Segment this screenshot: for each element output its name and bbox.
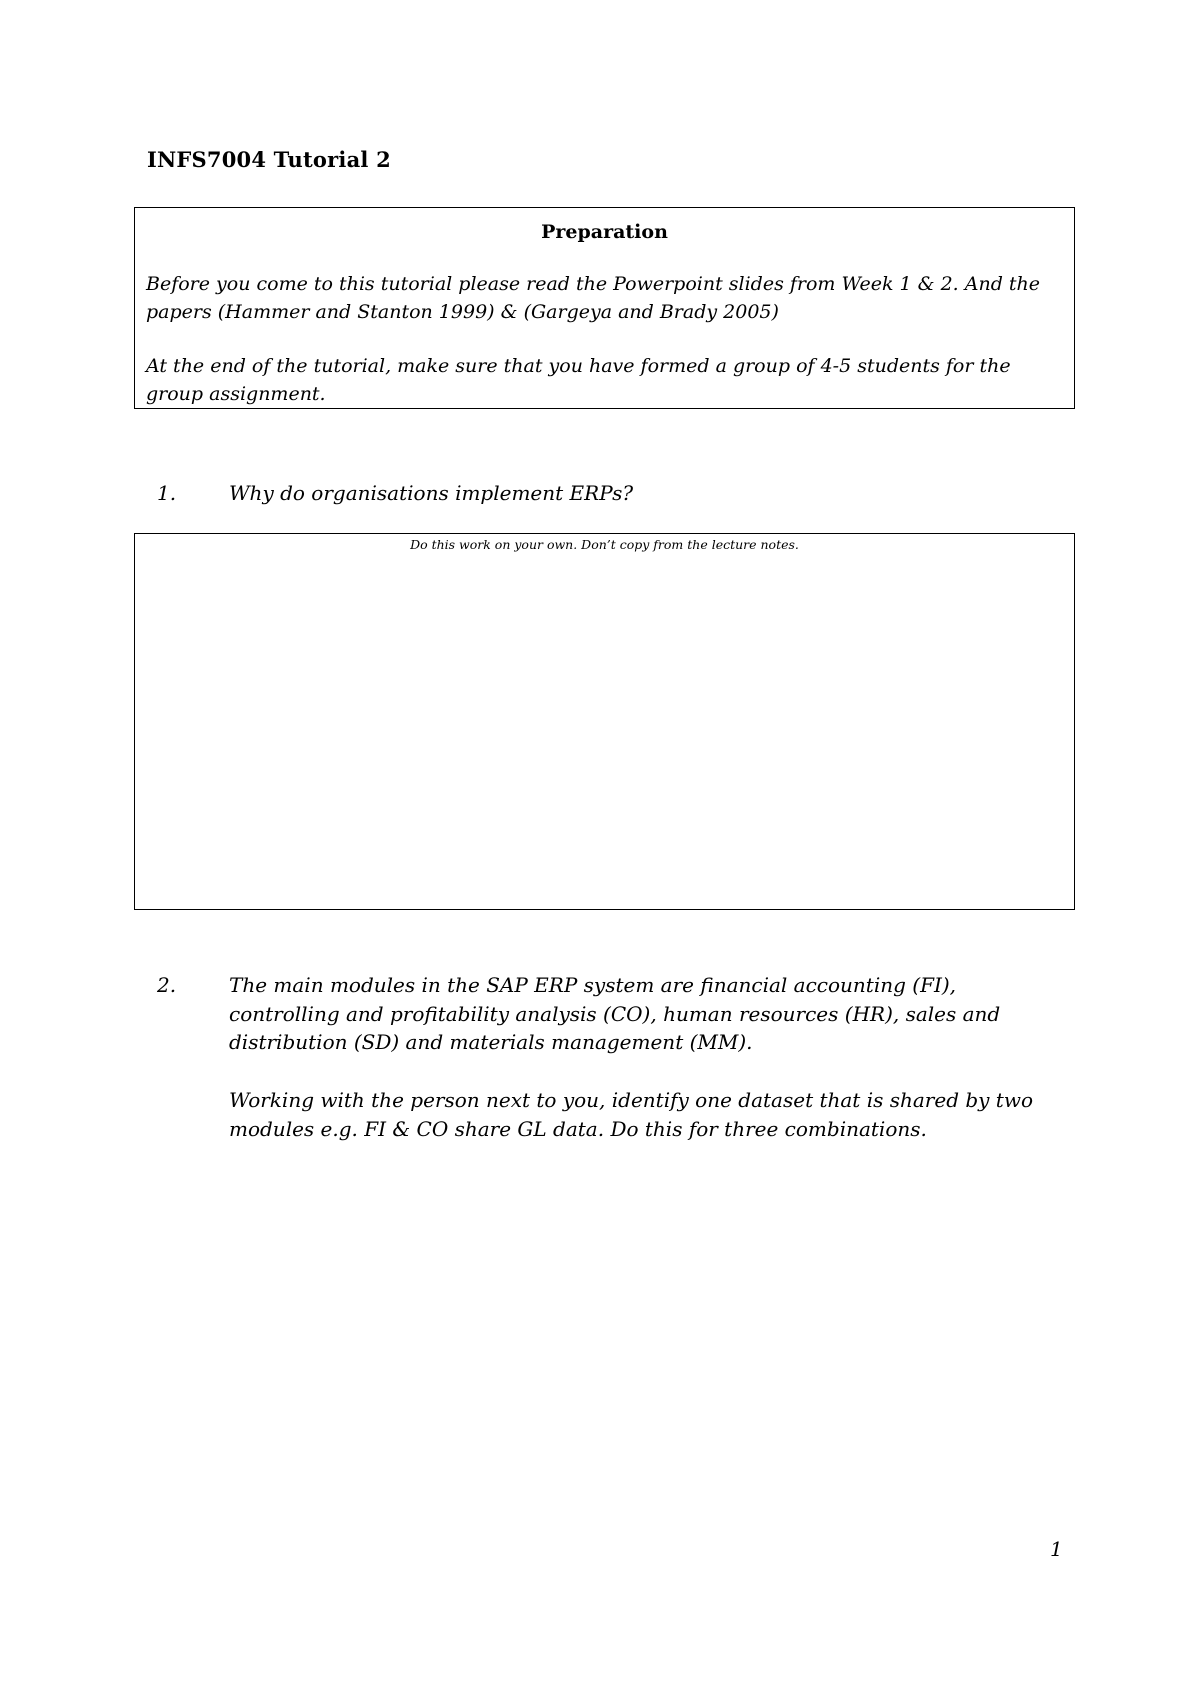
document-title: INFS7004 Tutorial 2 (147, 147, 391, 172)
page-number: 1 (1050, 1537, 1063, 1561)
question-2-instruction: Working with the person next to you, identify one dataset that is shared by two modules e.g. FI & CO share GL data. Do this for three combinations. (229, 1088, 1034, 1141)
question-1-answer-box[interactable] (134, 533, 1075, 910)
preparation-paragraph-1: Before you come to this tutorial please read the Powerpoint slides from Week 1 & 2. And the papers (Hammer and Stanton 1999) & (Gargeya and Brady 2005) (146, 273, 1041, 323)
preparation-box (134, 207, 1075, 409)
question-2-number: 2. (157, 973, 177, 997)
question-1-number: 1. (157, 481, 177, 505)
preparation-heading: Preparation (541, 221, 668, 243)
answer-hint: Do this work on your own. Don’t copy from the lecture notes. (410, 537, 799, 552)
question-1-text: Why do organisations implement ERPs? (229, 481, 634, 505)
preparation-paragraph-2: At the end of the tutorial, make sure that you have formed a group of 4-5 students for the group assignment. (146, 355, 1011, 405)
question-2-text: The main modules in the SAP ERP system are financial accounting (FI), controlling and profitability analysis (CO), human resources (HR), sales and distribution (SD) and materials management (MM). (229, 973, 1001, 1054)
